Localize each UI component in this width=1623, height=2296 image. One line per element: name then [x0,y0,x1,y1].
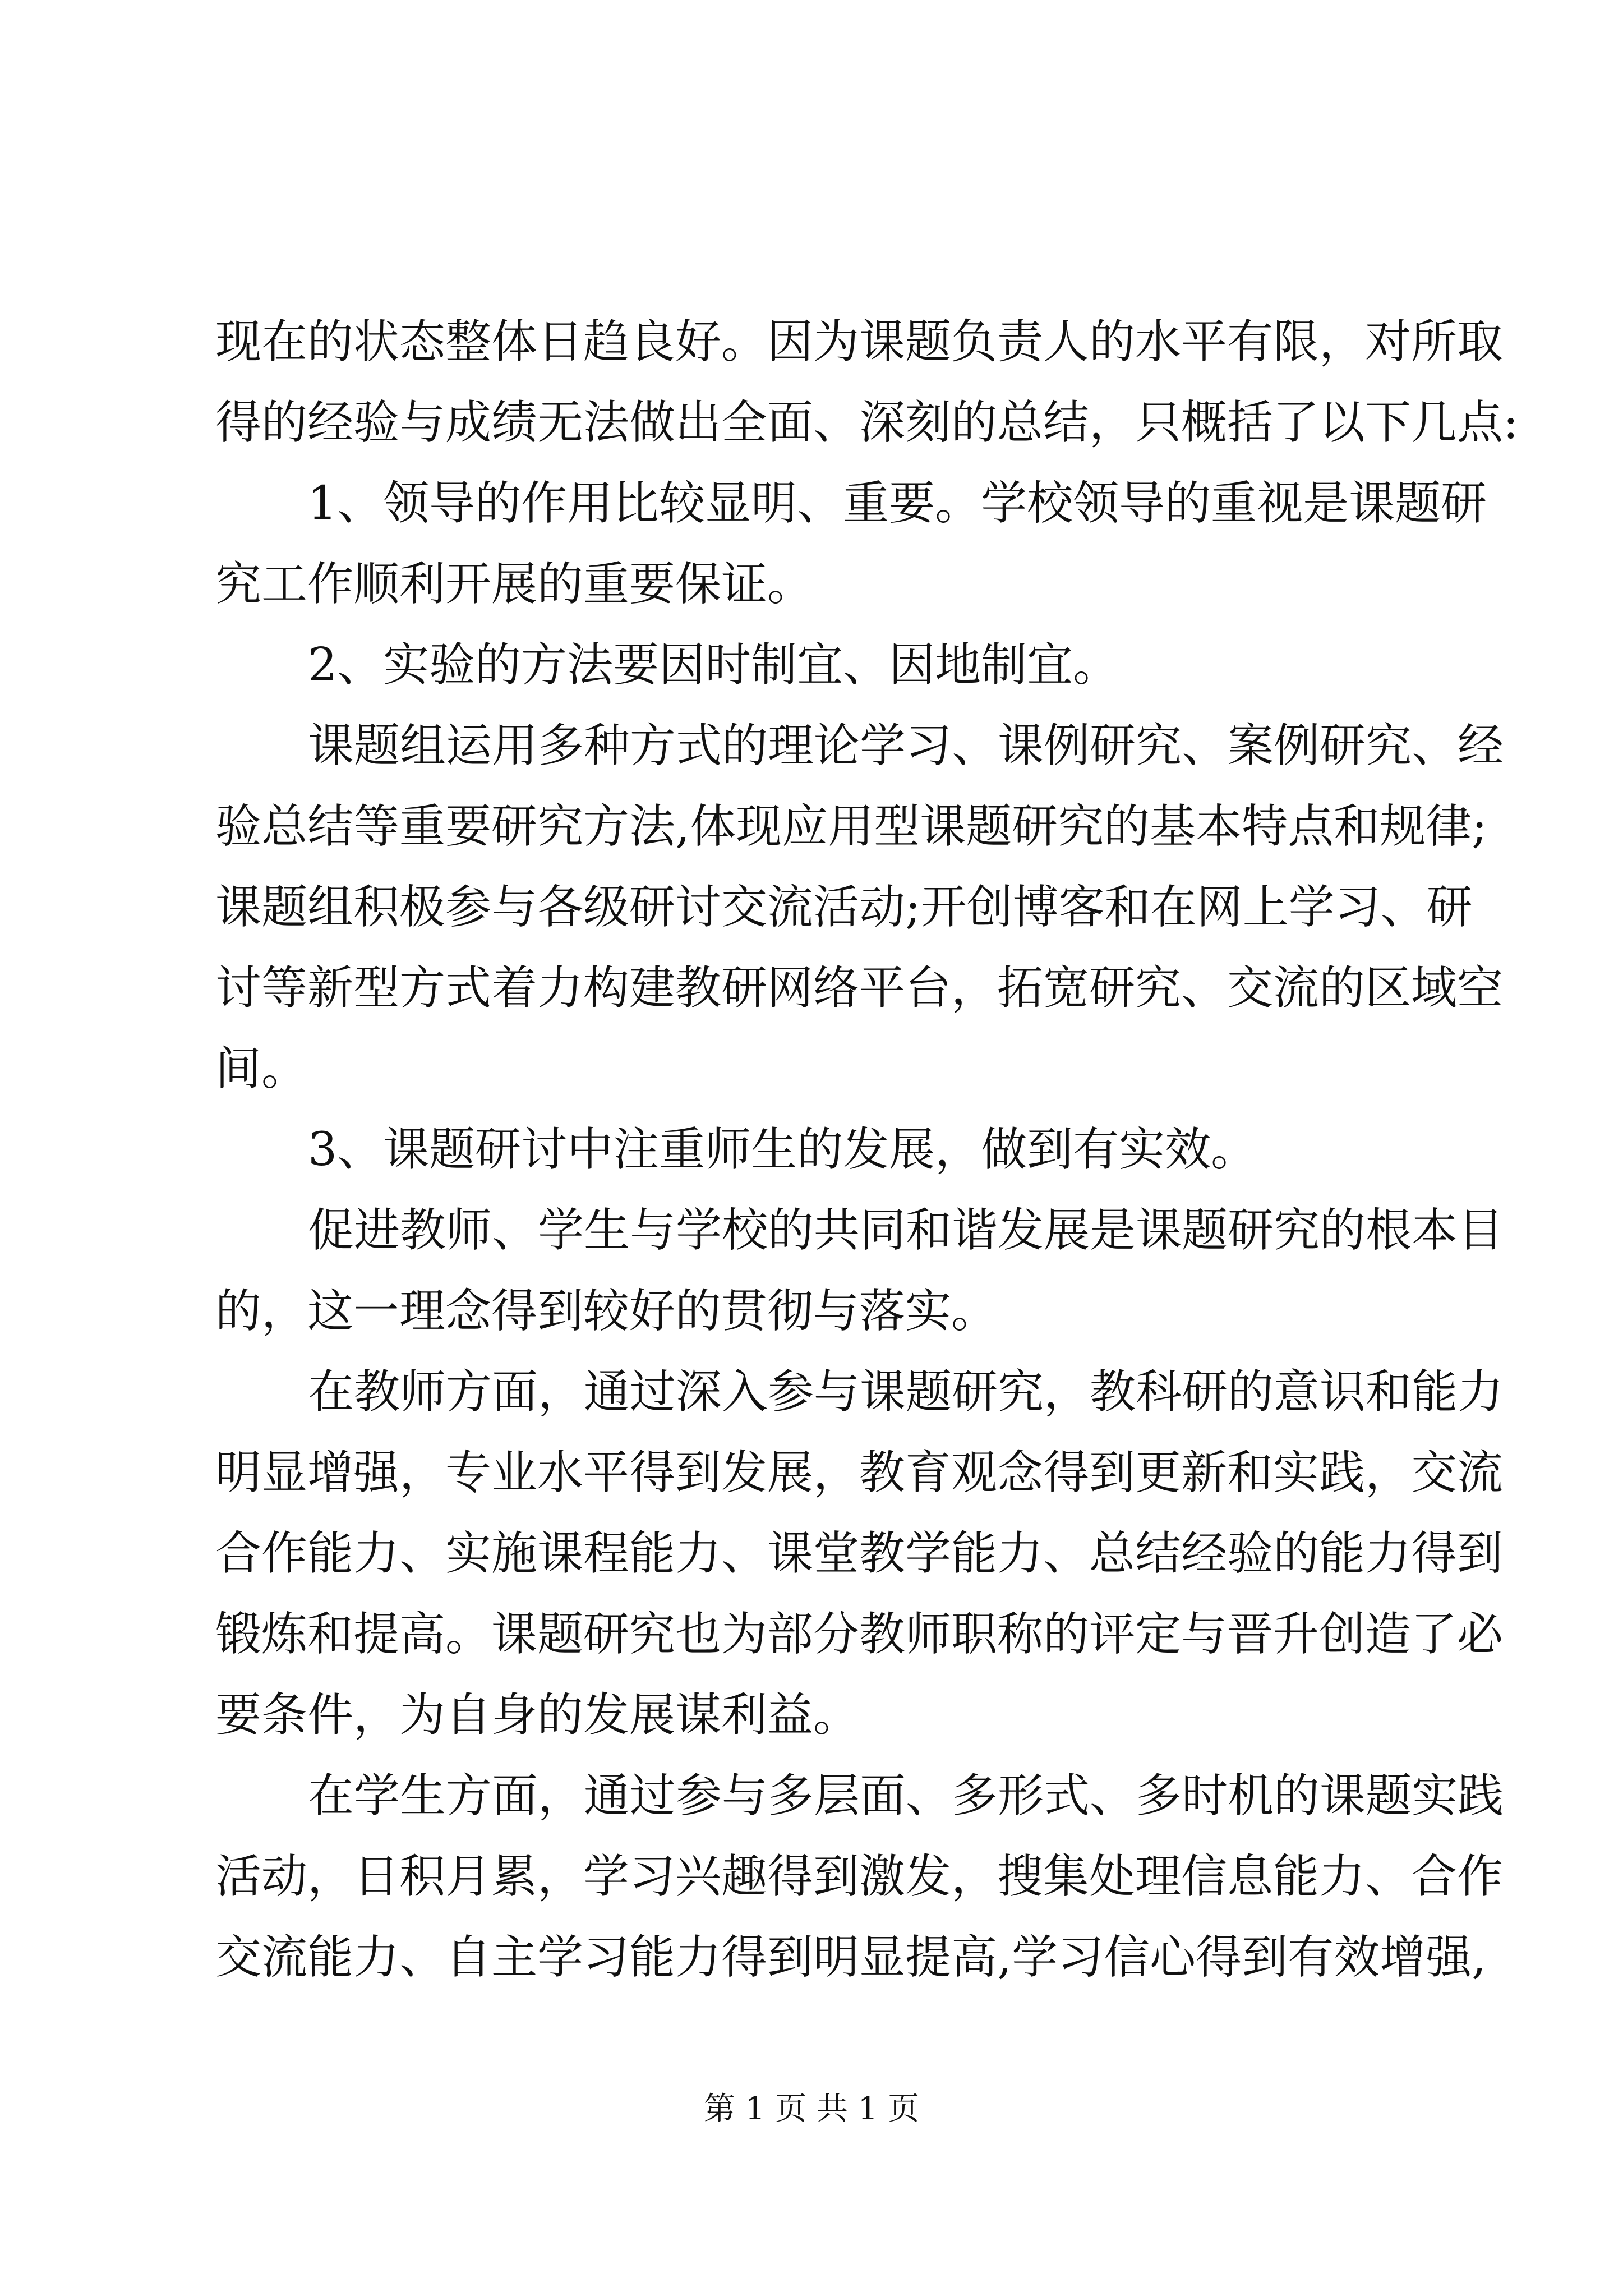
text-line: 究工作顺利开展的重要保证。 [215,558,814,611]
text-line: 的，这一理念得到较好的贯彻与落实。 [215,1285,998,1338]
text-line: 活动，日积月累，学习兴趣得到激发，搜集处理信息能力、合作 [215,1850,1504,1903]
page-footer: 第 1 页 共 1 页 [703,2091,920,2127]
text-line: 现在的状态整体日趋良好。因为课题负责人的水平有限，对所取 [215,315,1504,369]
text-line: 验总结等重要研究方法,体现应用型课题研究的基本特点和规律; [215,800,1487,853]
text-line: 间。 [215,1042,308,1096]
text-line: 得的经验与成绩无法做出全面、深刻的总结，只概括了以下几点: [215,396,1519,449]
text-line: 1、领导的作用比较显明、重要。学校领导的重视是课题研 [308,477,1487,530]
text-line: 在教师方面，通过深入参与课题研究，教科研的意识和能力 [308,1365,1504,1419]
text-line: 明显增强，专业水平得到发展，教育观念得到更新和实践，交流 [215,1446,1504,1499]
text-line: 锻炼和提高。课题研究也为部分教师职称的评定与晋升创造了必 [215,1608,1504,1661]
text-line: 要条件，为自身的发展谋利益。 [215,1688,860,1742]
text-line: 促进教师、学生与学校的共同和谐发展是课题研究的根本目 [308,1204,1504,1257]
text-line: 讨等新型方式着力构建教研网络平台，拓宽研究、交流的区域空 [215,961,1504,1015]
text-line: 2、实验的方法要因时制宜、因地制宜。 [308,638,1119,692]
text-line: 课题组积极参与各级研讨交流活动;开创博客和在网上学习、研 [215,881,1473,934]
text-line: 3、课题研讨中注重师生的发展，做到有实效。 [308,1123,1257,1176]
text-line: 合作能力、实施课程能力、课堂教学能力、总结经验的能力得到 [215,1527,1504,1580]
text-line: 在学生方面，通过参与多层面、多形式、多时机的课题实践 [308,1769,1504,1823]
body-text [215,302,1519,1998]
text-line: 课题组运用多种方式的理论学习、课例研究、案例研究、经 [308,719,1504,772]
text-line: 交流能力、自主学习能力得到明显提高,学习信心得到有效增强, [215,1931,1487,1984]
